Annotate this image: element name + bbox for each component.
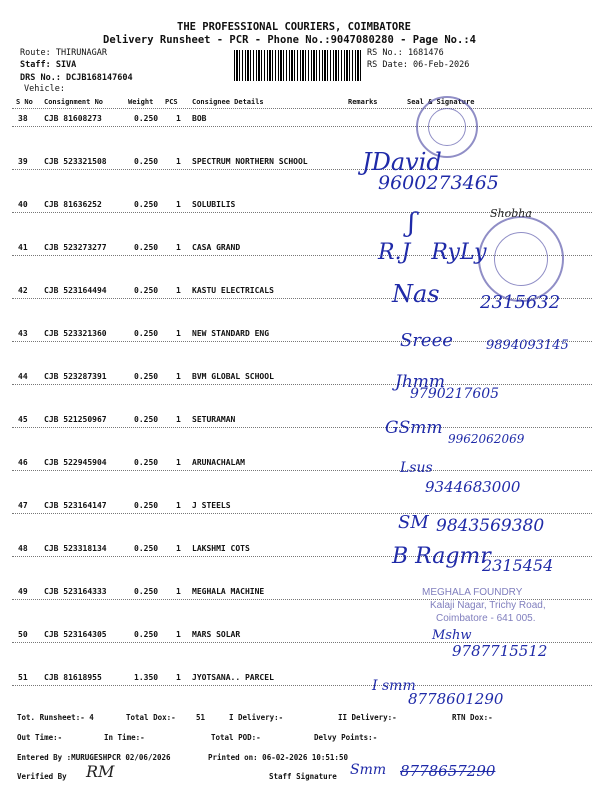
row-weight: 0.250 bbox=[134, 587, 159, 596]
signature-r42: Nas bbox=[392, 280, 440, 308]
row-pcs: 1 bbox=[176, 372, 181, 381]
row-consignee: SETURAMAN bbox=[192, 415, 236, 424]
row-consignee: SOLUBILIS bbox=[192, 200, 236, 209]
signature-r39-phone: 9600273465 bbox=[378, 172, 499, 194]
staff-signature: Staff Signature bbox=[269, 772, 337, 781]
row-weight: 0.250 bbox=[134, 286, 159, 295]
row-pcs: 1 bbox=[176, 157, 181, 166]
row-consignee: JYOTSANA.. PARCEL bbox=[192, 673, 274, 682]
row-consignee: NEW STANDARD ENG bbox=[192, 329, 270, 338]
total-dox-label: Total Dox:- bbox=[126, 713, 176, 722]
signature-r43-phone: 9894093145 bbox=[486, 338, 569, 353]
row-consignment: CJB 523164494 bbox=[44, 286, 107, 295]
signature-r42-phone: 2315632 bbox=[480, 292, 561, 313]
row-weight: 0.250 bbox=[134, 243, 159, 252]
signature-r47: SM bbox=[398, 512, 429, 533]
row-pcs: 1 bbox=[176, 329, 181, 338]
row-sno: 39 bbox=[18, 157, 28, 166]
stamp-line-3: Coimbatore - 641 005. bbox=[436, 613, 536, 624]
row-sno: 51 bbox=[18, 673, 28, 682]
row-consignee: LAKSHMI COTS bbox=[192, 544, 250, 553]
rs-date: RS Date: 06-Feb-2026 bbox=[367, 60, 470, 70]
verified-by: Verified By bbox=[17, 772, 67, 781]
signature-r45: GSmm bbox=[385, 418, 443, 438]
drs-number: DRS No.: DCJB168147604 bbox=[20, 73, 133, 83]
row-weight: 1.350 bbox=[134, 673, 159, 682]
stamp-line-2: Kalaji Nagar, Trichy Road, bbox=[430, 600, 546, 611]
signature-r41: R.J RyLy bbox=[378, 240, 487, 265]
row-consignment: CJB 523164147 bbox=[44, 501, 107, 510]
signature-r51-phone: 8778601290 bbox=[408, 690, 504, 708]
round-stamp-casa bbox=[478, 216, 564, 302]
row-consignment: CJB 523164305 bbox=[44, 630, 107, 639]
row-pcs: 1 bbox=[176, 458, 181, 467]
company-title: THE PROFESSIONAL COURIERS, COIMBATORE bbox=[177, 21, 411, 33]
row-separator bbox=[12, 685, 592, 686]
verified-signature: RM bbox=[86, 762, 115, 781]
row-weight: 0.250 bbox=[134, 501, 159, 510]
staff-signature-phone: 8778657290 bbox=[400, 762, 496, 780]
row-pcs: 1 bbox=[176, 673, 181, 682]
row-sno: 41 bbox=[18, 243, 28, 252]
signature-r51: I smm bbox=[372, 678, 416, 694]
row-consignment: CJB 523318134 bbox=[44, 544, 107, 553]
signature-r43: Sreee bbox=[400, 330, 453, 351]
row-weight: 0.250 bbox=[134, 329, 159, 338]
row-separator bbox=[12, 384, 592, 385]
row-sno: 45 bbox=[18, 415, 28, 424]
row-separator bbox=[12, 126, 592, 127]
total-pod: Total POD:- bbox=[211, 733, 261, 742]
signature-r44-phone: 9790217605 bbox=[410, 386, 500, 402]
row-consignee: SPECTRUM NORTHERN SCHOOL bbox=[192, 157, 308, 166]
signature-r45-phone: 9962062069 bbox=[448, 432, 525, 446]
signature-r46: Lsus bbox=[400, 460, 433, 476]
row-pcs: 1 bbox=[176, 243, 181, 252]
col-consignee: Consignee Details bbox=[192, 98, 264, 106]
row-pcs: 1 bbox=[176, 630, 181, 639]
signature-r48-phone: 2315454 bbox=[482, 556, 554, 575]
staff-signature-mark: Smm bbox=[350, 762, 387, 778]
row-consignment: CJB 522945904 bbox=[44, 458, 107, 467]
row-separator bbox=[12, 427, 592, 428]
signature-r50: Mshw bbox=[432, 628, 472, 643]
row-consignment: CJB 523321508 bbox=[44, 157, 107, 166]
row-weight: 0.250 bbox=[134, 114, 159, 123]
row-consignee: KASTU ELECTRICALS bbox=[192, 286, 274, 295]
col-seal-signature: Seal & Signature bbox=[407, 98, 475, 106]
row-consignment: CJB 81618955 bbox=[44, 673, 102, 682]
barcode bbox=[234, 50, 362, 81]
row-consignment: CJB 81608273 bbox=[44, 114, 102, 123]
out-time: Out Time:- bbox=[17, 733, 63, 742]
stamp-line-1: MEGHALA FOUNDRY bbox=[422, 587, 523, 598]
row-consignee: J STEELS bbox=[192, 501, 231, 510]
row-separator bbox=[12, 169, 592, 170]
row-consignee: BOB bbox=[192, 114, 207, 123]
row-weight: 0.250 bbox=[134, 544, 159, 553]
i-delivery: I Delivery:- bbox=[229, 713, 284, 722]
signature-r39-name: JDavid bbox=[362, 148, 442, 176]
col-sno: S No bbox=[16, 98, 33, 106]
row-sno: 48 bbox=[18, 544, 28, 553]
route: Route: THIRUNAGAR bbox=[20, 48, 107, 58]
row-pcs: 1 bbox=[176, 415, 181, 424]
row-pcs: 1 bbox=[176, 587, 181, 596]
row-weight: 0.250 bbox=[134, 458, 159, 467]
col-weight: Weight bbox=[128, 98, 154, 106]
row-sno: 42 bbox=[18, 286, 28, 295]
printed-on: Printed on: 06-02-2026 10:51:50 bbox=[208, 753, 348, 762]
row-consignee: BVM GLOBAL SCHOOL bbox=[192, 372, 274, 381]
rtn-dox: RTN Dox:- bbox=[452, 713, 493, 722]
row-weight: 0.250 bbox=[134, 630, 159, 639]
signature-r48: B Ragmr bbox=[392, 544, 491, 569]
row-sno: 38 bbox=[18, 114, 28, 123]
signature-r44: Jhmm bbox=[395, 372, 446, 392]
col-remarks: Remarks bbox=[348, 98, 378, 106]
row-pcs: 1 bbox=[176, 200, 181, 209]
runsheet-title: Delivery Runsheet - PCR - Phone No.:9047080280 - Page No.:4 bbox=[103, 34, 476, 46]
row-separator bbox=[12, 470, 592, 471]
row-weight: 0.250 bbox=[134, 415, 159, 424]
staff: Staff: SIVA bbox=[20, 60, 77, 70]
row-sno: 43 bbox=[18, 329, 28, 338]
row-consignee: MARS SOLAR bbox=[192, 630, 241, 639]
vehicle: Vehicle: bbox=[24, 84, 65, 94]
tot-runsheet: Tot. Runsheet:- 4 bbox=[17, 713, 94, 722]
row-weight: 0.250 bbox=[134, 157, 159, 166]
entered-by: Entered By :MURUGESHPCR 02/06/2026 bbox=[17, 753, 171, 762]
row-consignment: CJB 523287391 bbox=[44, 372, 107, 381]
row-consignment: CJB 521250967 bbox=[44, 415, 107, 424]
signature-r50-phone: 9787715512 bbox=[452, 642, 548, 660]
row-consignment: CJB 81636252 bbox=[44, 200, 102, 209]
signature-r47-phone: 9843569380 bbox=[436, 516, 545, 536]
row-consignment: CJB 523164333 bbox=[44, 587, 107, 596]
in-time: In Time:- bbox=[104, 733, 145, 742]
row-sno: 44 bbox=[18, 372, 28, 381]
row-pcs: 1 bbox=[176, 501, 181, 510]
row-sno: 46 bbox=[18, 458, 28, 467]
ii-delivery: II Delivery:- bbox=[338, 713, 397, 722]
row-weight: 0.250 bbox=[134, 372, 159, 381]
row-pcs: 1 bbox=[176, 114, 181, 123]
row-consignee: MEGHALA MACHINE bbox=[192, 587, 265, 596]
row-sno: 50 bbox=[18, 630, 28, 639]
row-pcs: 1 bbox=[176, 544, 181, 553]
total-dox-value: 51 bbox=[196, 713, 206, 722]
row-sno: 49 bbox=[18, 587, 28, 596]
row-pcs: 1 bbox=[176, 286, 181, 295]
row-separator bbox=[12, 513, 592, 514]
rs-number: RS No.: 1681476 bbox=[367, 48, 444, 58]
row-consignment: CJB 523273277 bbox=[44, 243, 107, 252]
row-sno: 47 bbox=[18, 501, 28, 510]
signature-r40-note: Shobha bbox=[490, 207, 532, 220]
row-consignee: ARUNACHALAM bbox=[192, 458, 245, 467]
delvy-points: Delvy Points:- bbox=[314, 733, 378, 742]
header-separator bbox=[12, 108, 592, 109]
col-consignment: Consignment No bbox=[44, 98, 104, 106]
signature-r46-phone: 9344683000 bbox=[425, 478, 521, 496]
row-consignment: CJB 523321360 bbox=[44, 329, 107, 338]
row-sno: 40 bbox=[18, 200, 28, 209]
row-weight: 0.250 bbox=[134, 200, 159, 209]
row-consignee: CASA GRAND bbox=[192, 243, 241, 252]
col-pcs: PCS bbox=[165, 98, 178, 106]
signature-r40: ʃ bbox=[408, 208, 416, 238]
stamp-meghala-foundry bbox=[422, 586, 546, 625]
